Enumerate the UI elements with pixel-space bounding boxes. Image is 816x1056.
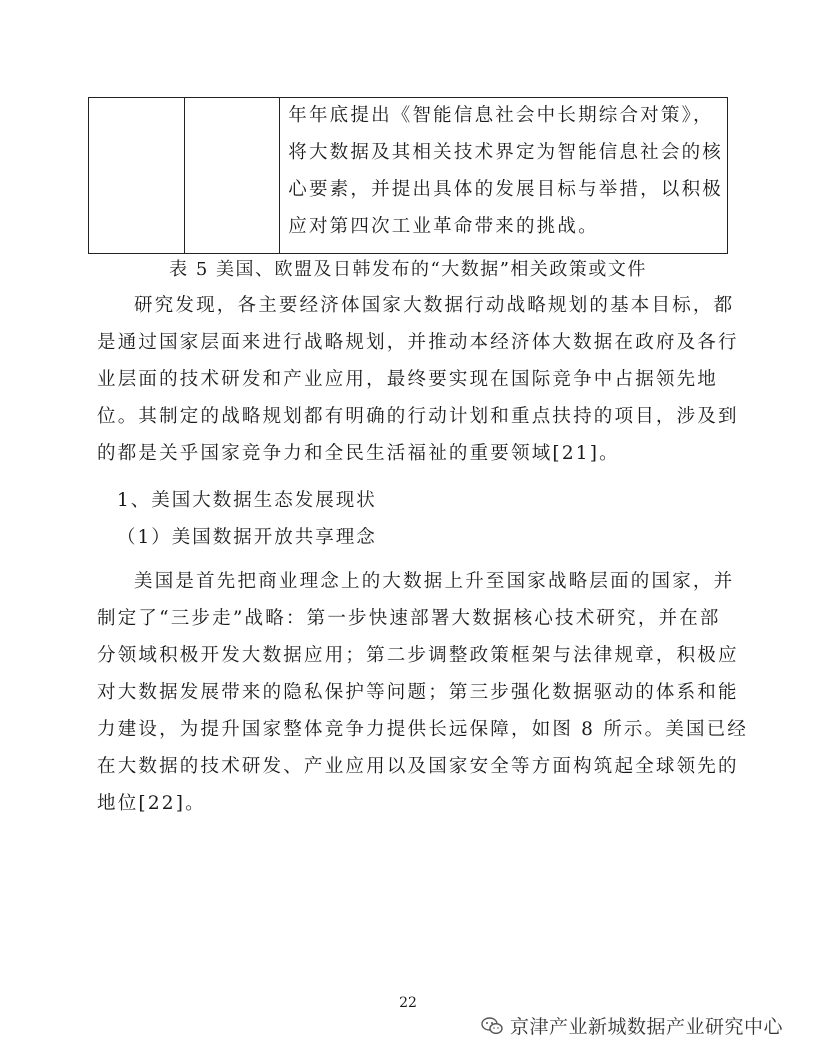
paragraph-research-findings bbox=[97, 287, 737, 472]
paragraph-line: 研究发现，各主要经济体国家大数据行动战略规划的基本目标，都 bbox=[134, 295, 735, 316]
paragraph-line: 业层面的技术研发和产业应用，最终要实现在国际竞争中占据领先地 bbox=[97, 369, 719, 390]
section-heading: 1、美国大数据生态发展现状 bbox=[117, 490, 377, 511]
policy-table-fragment bbox=[88, 97, 728, 254]
paragraph-line: 美国是首先把商业理念上的大数据上升至国家战略层面的国家，并 bbox=[134, 571, 735, 592]
table-cell-country bbox=[89, 98, 185, 253]
table-cell-line: 应对第四次工业革命带来的挑战。 bbox=[288, 216, 599, 237]
table-cell-line: 年年底提出《智能信息社会中长期综合对策》， bbox=[288, 105, 714, 126]
paragraph-line: 力建设，为提升国家整体竞争力提供长远保障，如图 8 所示。美国已经 bbox=[97, 719, 749, 740]
paragraph-line: 在大数据的技术研发、产业应用以及国家安全等方面构筑起全球领先的 bbox=[97, 756, 739, 777]
page-number: 22 bbox=[399, 995, 417, 1011]
paragraph-line: 地位[22]。 bbox=[97, 793, 206, 814]
paragraph-line: 分领域积极开发大数据应用；第二步调整政策框架与法律规章，积极应 bbox=[97, 645, 739, 666]
table-cell-description bbox=[280, 98, 727, 253]
paragraph-line: 位。其制定的战略规划都有明确的行动计划和重点扶持的项目，涉及到 bbox=[97, 406, 739, 427]
table-cell-line: 将大数据及其相关技术界定为智能信息社会的核 bbox=[288, 142, 723, 163]
table-cell-document bbox=[185, 98, 281, 253]
subsection-heading: （1）美国数据开放共享理念 bbox=[117, 527, 377, 548]
brand-watermark bbox=[480, 1012, 783, 1039]
paragraph-line: 对大数据发展带来的隐私保护等问题；第三步强化数据驱动的体系和能 bbox=[97, 682, 739, 703]
brand-name: 京津产业新城数据产业研究中心 bbox=[510, 1016, 784, 1038]
paragraph-line: 制定了“三步走”战略：第一步快速部署大数据核心技术研究，并在部 bbox=[97, 608, 721, 629]
paragraph-line: 是通过国家层面来进行战略规划，并推动本经济体大数据在政府及各行 bbox=[97, 332, 739, 353]
paragraph-us-strategy bbox=[97, 563, 749, 822]
table-cell-line: 心要素，并提出具体的发展目标与举措，以积极 bbox=[288, 179, 723, 200]
paragraph-line: 的都是关乎国家竞争力和全民生活福祉的重要领域[21]。 bbox=[97, 443, 620, 464]
table-caption: 表 5 美国、欧盟及日韩发布的“大数据”相关政策或文件 bbox=[169, 259, 647, 280]
wechat-icon bbox=[480, 1014, 504, 1038]
